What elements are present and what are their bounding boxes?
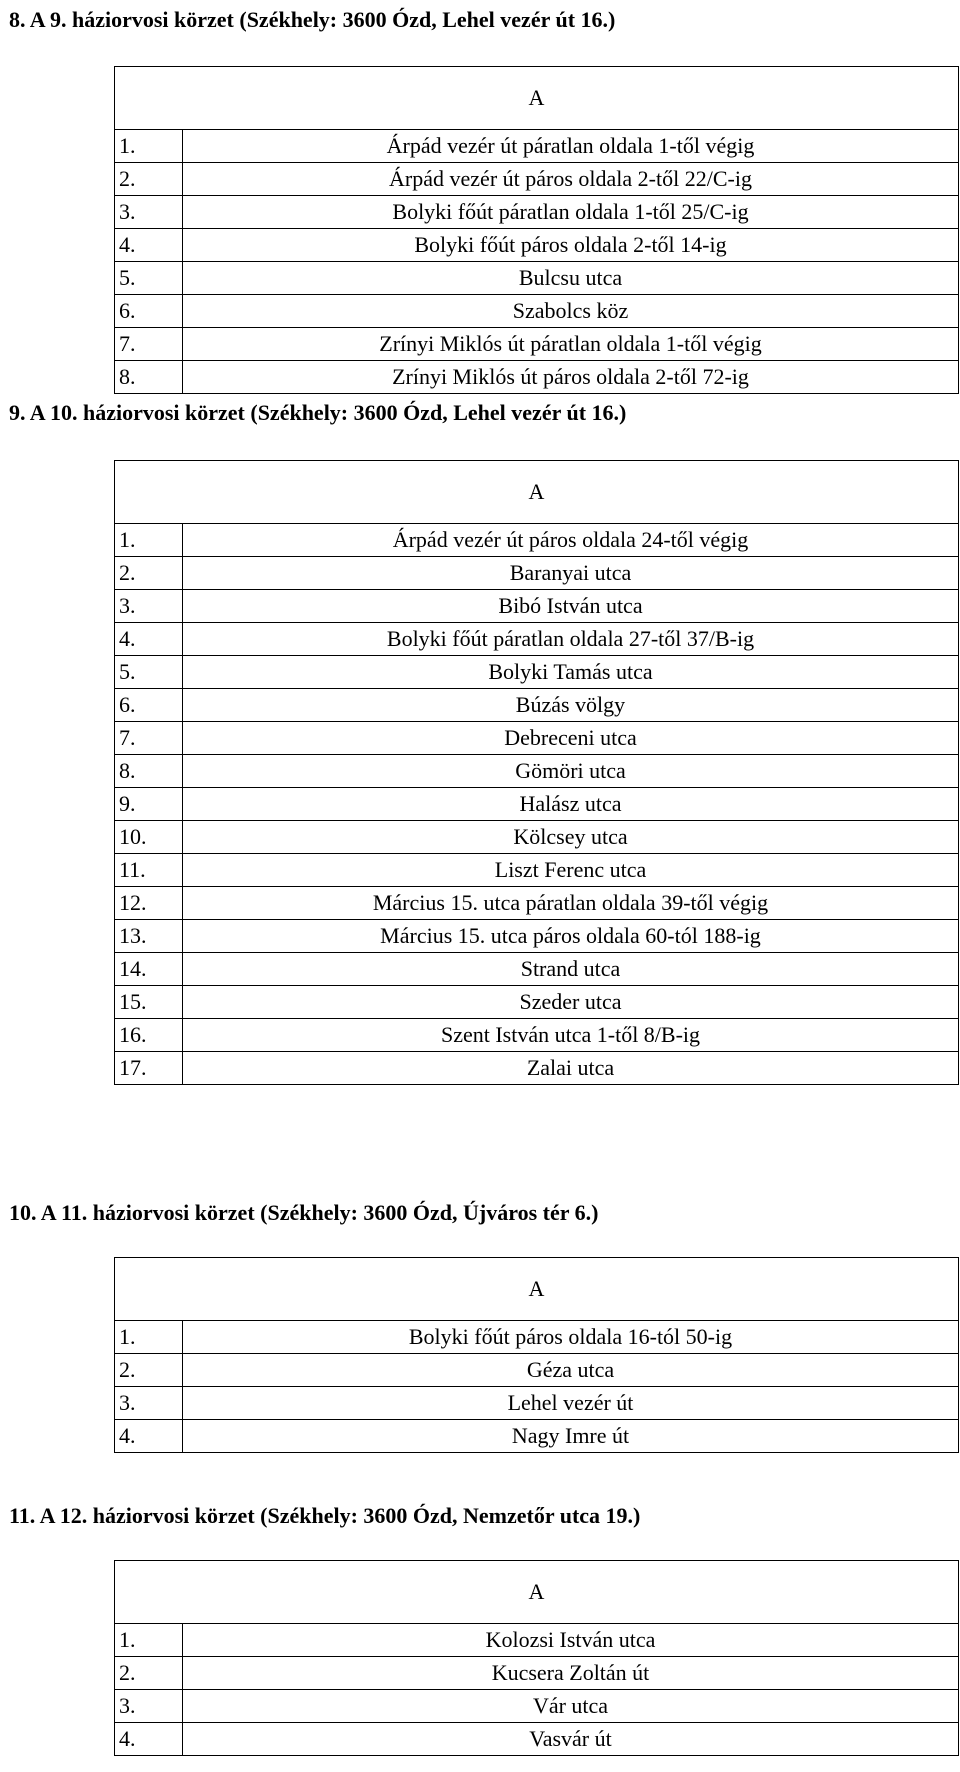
row-number: 14. [115, 953, 183, 986]
row-number: 3. [115, 590, 183, 623]
street-name: Zrínyi Miklós út páros oldala 2-től 72-ig [183, 361, 959, 394]
row-number: 1. [115, 1624, 183, 1657]
table-row [115, 689, 959, 722]
street-name: Zalai utca [183, 1052, 959, 1085]
section-heading: 8. A 9. háziorvosi körzet (Székhely: 3600 Ózd, Lehel vezér út 16.) [9, 7, 616, 32]
table-row [115, 722, 959, 755]
table-row [115, 623, 959, 656]
row-number: 3. [115, 1387, 183, 1420]
street-name: Zrínyi Miklós út páratlan oldala 1-től végig [183, 328, 959, 361]
row-number: 10. [115, 821, 183, 854]
table-row [115, 130, 959, 163]
street-name: Bolyki főút páros oldala 16-tól 50-ig [183, 1321, 959, 1354]
table-row [115, 656, 959, 689]
table-row [115, 1723, 959, 1756]
row-number: 17. [115, 1052, 183, 1085]
table-row [115, 1321, 959, 1354]
street-name: Bolyki főút páratlan oldala 1-től 25/C-ig [183, 196, 959, 229]
table-row [115, 196, 959, 229]
table-row [115, 262, 959, 295]
table-row [115, 590, 959, 623]
row-number: 8. [115, 755, 183, 788]
row-number: 1. [115, 524, 183, 557]
table-row [115, 1690, 959, 1723]
table-header-row [115, 461, 959, 524]
table-header-row [115, 1258, 959, 1321]
column-header: A [115, 1561, 959, 1624]
row-number: 3. [115, 196, 183, 229]
street-name: Nagy Imre út [183, 1420, 959, 1453]
table-row [115, 755, 959, 788]
table-row [115, 361, 959, 394]
row-number: 11. [115, 854, 183, 887]
table-row [115, 1019, 959, 1052]
row-number: 4. [115, 229, 183, 262]
column-header: A [115, 461, 959, 524]
street-name: Halász utca [183, 788, 959, 821]
row-number: 12. [115, 887, 183, 920]
street-name: Strand utca [183, 953, 959, 986]
table-body [115, 67, 959, 394]
street-name: Árpád vezér út páratlan oldala 1-től végig [183, 130, 959, 163]
row-number: 4. [115, 1723, 183, 1756]
table-row [115, 1387, 959, 1420]
street-name: Szeder utca [183, 986, 959, 1019]
street-name: Árpád vezér út páros oldala 24-től végig [183, 524, 959, 557]
row-number: 13. [115, 920, 183, 953]
street-name: Március 15. utca páratlan oldala 39-től végig [183, 887, 959, 920]
street-name: Bolyki Tamás utca [183, 656, 959, 689]
row-number: 16. [115, 1019, 183, 1052]
table-header-row [115, 67, 959, 130]
table-row [115, 920, 959, 953]
section-heading: 10. A 11. háziorvosi körzet (Székhely: 3600 Ózd, Újváros tér 6.) [9, 1200, 599, 1225]
district-table [114, 66, 959, 394]
street-name: Szabolcs köz [183, 295, 959, 328]
table-body [115, 461, 959, 1085]
table-row [115, 163, 959, 196]
row-number: 2. [115, 557, 183, 590]
street-name: Gömöri utca [183, 755, 959, 788]
table-row [115, 295, 959, 328]
table-header-row [115, 1561, 959, 1624]
street-name: Bibó István utca [183, 590, 959, 623]
street-name: Vár utca [183, 1690, 959, 1723]
column-header: A [115, 1258, 959, 1321]
table-row [115, 986, 959, 1019]
table-row [115, 328, 959, 361]
table-row [115, 1657, 959, 1690]
street-name: Március 15. utca páros oldala 60-tól 188-ig [183, 920, 959, 953]
street-name: Liszt Ferenc utca [183, 854, 959, 887]
street-name: Lehel vezér út [183, 1387, 959, 1420]
table-row [115, 1052, 959, 1085]
district-table [114, 460, 959, 1085]
street-name: Debreceni utca [183, 722, 959, 755]
street-name: Árpád vezér út páros oldala 2-től 22/C-ig [183, 163, 959, 196]
section-heading: 9. A 10. háziorvosi körzet (Székhely: 3600 Ózd, Lehel vezér út 16.) [9, 400, 627, 425]
section-heading: 11. A 12. háziorvosi körzet (Székhely: 3600 Ózd, Nemzetőr utca 19.) [9, 1503, 641, 1528]
street-name: Bolyki főút páratlan oldala 27-től 37/B-ig [183, 623, 959, 656]
street-name: Búzás völgy [183, 689, 959, 722]
row-number: 1. [115, 1321, 183, 1354]
table-row [115, 524, 959, 557]
table-row [115, 953, 959, 986]
table-row [115, 821, 959, 854]
district-table [114, 1257, 959, 1453]
district-table [114, 1560, 959, 1756]
table-row [115, 887, 959, 920]
table-row [115, 854, 959, 887]
row-number: 2. [115, 163, 183, 196]
street-name: Kolozsi István utca [183, 1624, 959, 1657]
row-number: 5. [115, 656, 183, 689]
row-number: 2. [115, 1657, 183, 1690]
street-name: Kölcsey utca [183, 821, 959, 854]
row-number: 4. [115, 1420, 183, 1453]
row-number: 15. [115, 986, 183, 1019]
street-name: Baranyai utca [183, 557, 959, 590]
street-name: Bulcsu utca [183, 262, 959, 295]
row-number: 8. [115, 361, 183, 394]
table-row [115, 557, 959, 590]
street-name: Vasvár út [183, 1723, 959, 1756]
street-name: Kucsera Zoltán út [183, 1657, 959, 1690]
row-number: 2. [115, 1354, 183, 1387]
row-number: 7. [115, 328, 183, 361]
table-body [115, 1561, 959, 1756]
table-row [115, 229, 959, 262]
table-row [115, 1420, 959, 1453]
street-name: Szent István utca 1-től 8/B-ig [183, 1019, 959, 1052]
table-row [115, 788, 959, 821]
row-number: 7. [115, 722, 183, 755]
row-number: 9. [115, 788, 183, 821]
row-number: 5. [115, 262, 183, 295]
column-header: A [115, 67, 959, 130]
row-number: 6. [115, 689, 183, 722]
row-number: 4. [115, 623, 183, 656]
street-name: Bolyki főút páros oldala 2-től 14-ig [183, 229, 959, 262]
row-number: 3. [115, 1690, 183, 1723]
street-name: Géza utca [183, 1354, 959, 1387]
table-body [115, 1258, 959, 1453]
table-row [115, 1624, 959, 1657]
table-row [115, 1354, 959, 1387]
row-number: 6. [115, 295, 183, 328]
row-number: 1. [115, 130, 183, 163]
